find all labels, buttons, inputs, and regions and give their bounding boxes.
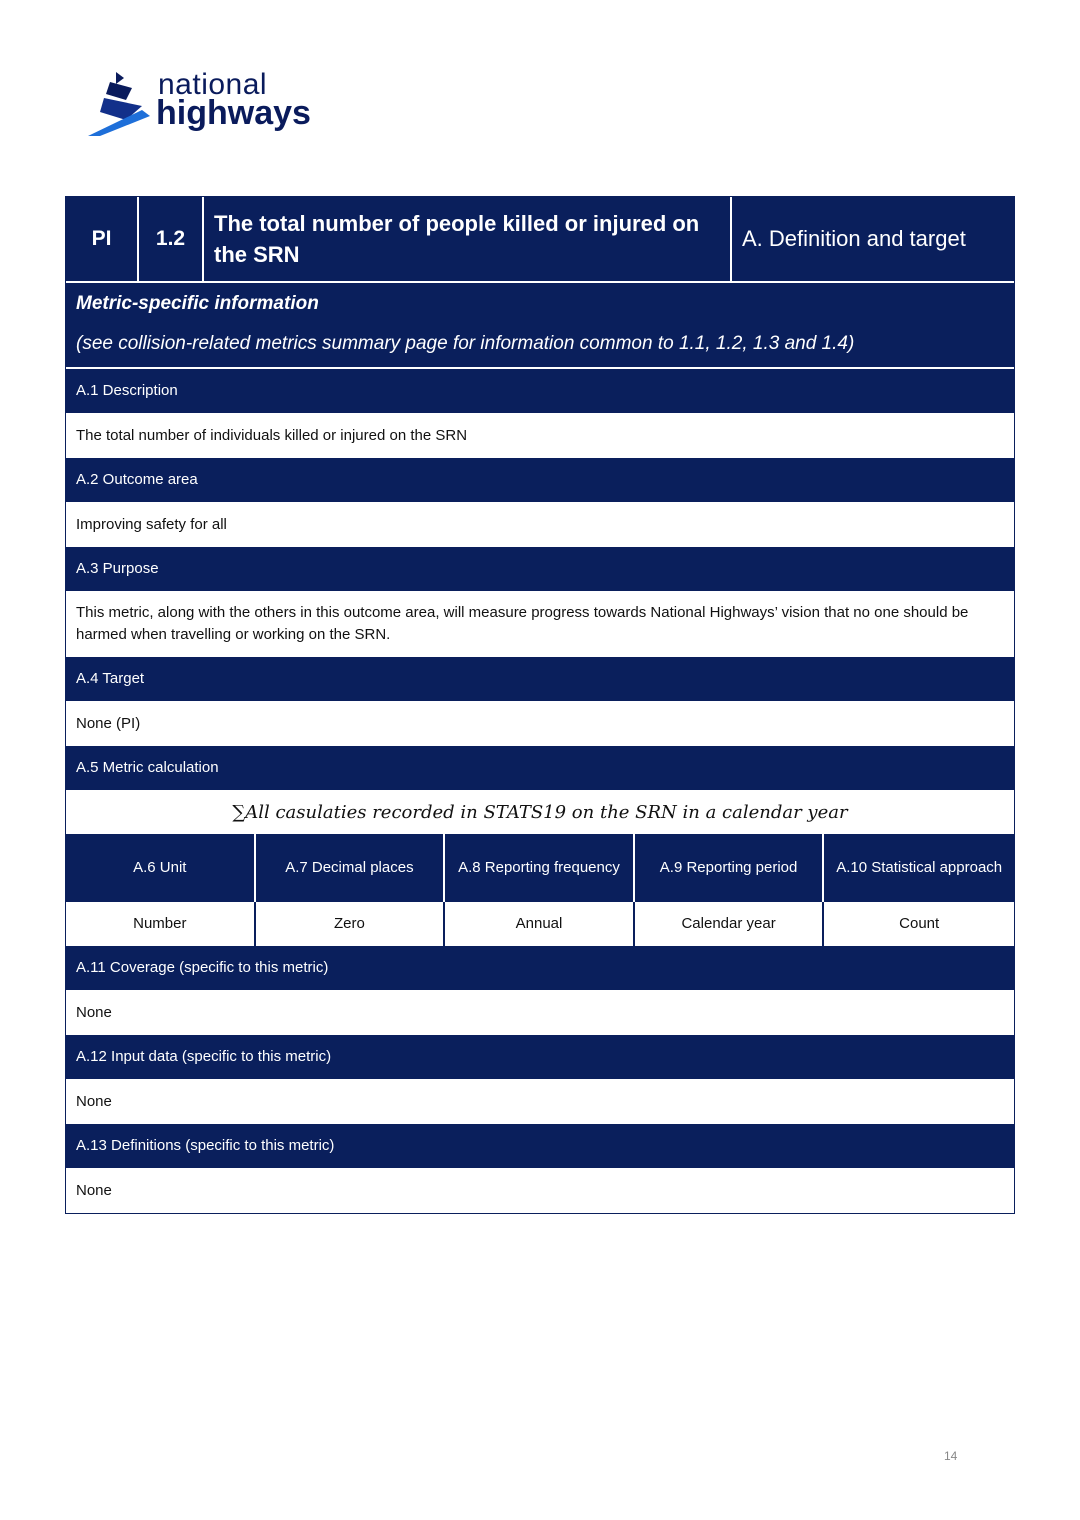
attributes-header-row (66, 834, 1014, 902)
header-statistical-approach: A.10 Statistical approach (836, 859, 1003, 876)
field-label-target: A.4 Target (66, 657, 1014, 701)
logo-word-highways: highways (156, 94, 311, 132)
field-label-description: A.1 Description (66, 369, 1014, 413)
field-value-input-data: None (66, 1079, 1014, 1124)
metric-sheet (65, 196, 1015, 1214)
field-label-coverage: A.11 Coverage (specific to this metric) (66, 946, 1014, 990)
field-label-purpose: A.3 Purpose (66, 547, 1014, 591)
metric-info-note: (see collision-related metrics summary page for information common to 1.1, 1.2, 1.3 and 1.4) (76, 333, 855, 354)
metric-info-heading: Metric-specific information (76, 293, 319, 314)
field-value-definitions: None (66, 1168, 1014, 1213)
field-label-input-data: A.12 Input data (specific to this metric) (66, 1035, 1014, 1079)
field-label-definitions: A.13 Definitions (specific to this metric) (66, 1124, 1014, 1168)
section-title: A. Definition and target (742, 226, 966, 251)
header-reporting-period: A.9 Reporting period (635, 834, 825, 902)
field-value-coverage: None (66, 990, 1014, 1035)
header-unit: A.6 Unit (66, 834, 256, 902)
logo-word-national: national (158, 68, 268, 101)
value-statistical-approach: Count (899, 915, 940, 932)
field-label-outcome-area: A.2 Outcome area (66, 458, 1014, 502)
metric-info-block (66, 283, 1014, 369)
header-reporting-frequency: A.8 Reporting frequency (445, 834, 635, 902)
value-reporting-frequency: Annual (445, 902, 635, 946)
sheet-header (66, 197, 1014, 283)
field-value-description: The total number of individuals killed or injured on the SRN (66, 413, 1014, 458)
national-highways-logo (86, 66, 326, 142)
field-value-target: None (PI) (66, 701, 1014, 746)
metric-type: PI (66, 197, 139, 281)
field-value-purpose: This metric, along with the others in this outcome area, will measure progress towards National Highways’ vision that no one should be harmed when travelling or working on the SRN. (66, 591, 1014, 657)
page-number: 14 (944, 1449, 958, 1463)
metric-title: The total number of people killed or injured on the SRN (204, 197, 732, 281)
header-decimal-places: A.7 Decimal places (256, 834, 446, 902)
value-unit: Number (66, 902, 256, 946)
value-decimal-places: Zero (256, 902, 446, 946)
field-label-metric-calculation: A.5 Metric calculation (66, 746, 1014, 790)
metric-number: 1.2 (139, 197, 204, 281)
field-value-outcome-area: Improving safety for all (66, 502, 1014, 547)
attributes-value-row (66, 902, 1014, 946)
highways-ribbon-icon (86, 70, 156, 140)
metric-calculation-formula: ∑All casulaties recorded in STATS19 on the SRN in a calendar year (66, 790, 1014, 834)
value-reporting-period: Calendar year (635, 902, 825, 946)
